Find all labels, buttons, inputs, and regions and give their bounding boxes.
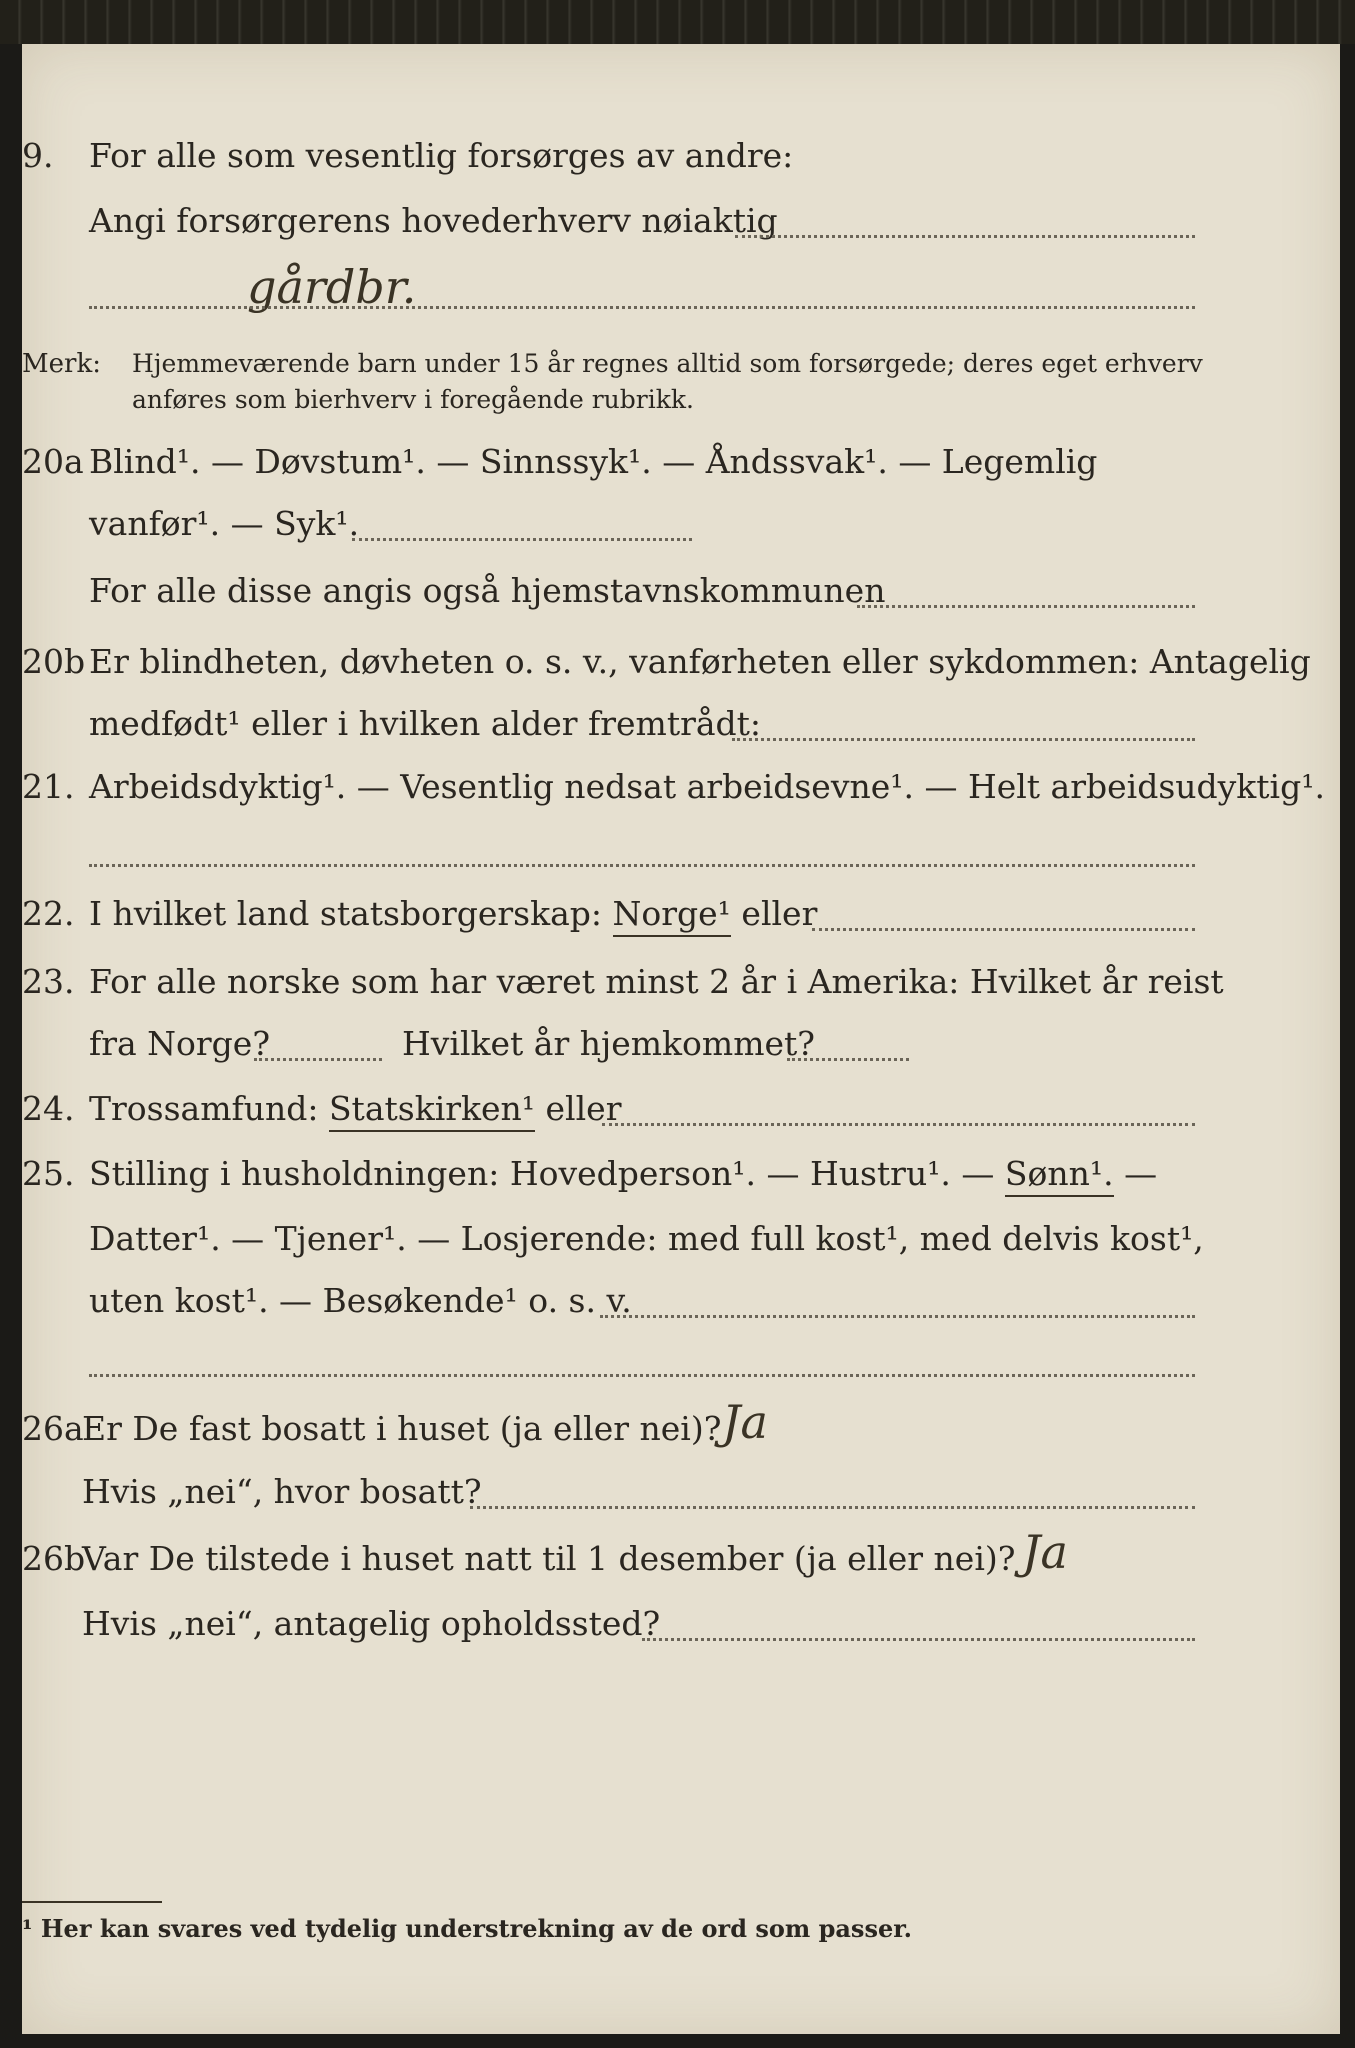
census-form-page [22,44,1340,2034]
question-number: 26b [22,1539,86,1578]
question-text: eller [545,1089,622,1128]
question-text: Er De fast bosatt i huset (ja eller nei)? [82,1409,722,1448]
answer-line[interactable] [812,928,1195,931]
answer-line[interactable] [787,1058,909,1061]
answer-line[interactable] [352,538,692,541]
question-text: I hvilket land statsborgerskap: [89,894,603,933]
note-line: Hjemmeværende barn under 15 år regnes alltid som forsørgede; deres eget erhverv [132,349,1203,378]
question-text: Hvilket år hjemkommet? [402,1024,815,1063]
question-text: Angi forsørgerens hovederhverv nøiaktig [89,201,778,240]
answer-line[interactable] [470,1506,1195,1509]
question-text: Er blindheten, døvheten o. s. v., vanførheten eller sykdommen: Antagelig [89,642,1311,681]
underlined-option[interactable]: Norge¹ [613,894,731,937]
question-text: eller [741,894,818,933]
handwritten-answer: Ja [1022,1525,1068,1579]
question-text: — [1124,1154,1158,1193]
answer-line[interactable] [254,1058,382,1061]
answer-line[interactable] [732,738,1195,741]
question-text: uten kost¹. — Besøkende¹ o. s. v. [89,1281,632,1320]
answer-line[interactable] [602,1123,1195,1126]
question-text: Hvis „nei“, antagelig opholdssted? [82,1604,661,1643]
question-text: For alle disse angis også hjemstavnskommunen [89,571,886,610]
question-number: 24. [22,1089,75,1128]
question-number: 22. [22,894,75,933]
answer-line[interactable] [600,1315,1195,1318]
handwritten-answer: Ja [722,1395,768,1449]
note-line: anføres som bierhverv i foregående rubrikk. [132,385,694,414]
handwritten-answer: gårdbr. [247,260,417,314]
question-text: Blind¹. — Døvstum¹. — Sinnssyk¹. — Åndssvak¹. — Legemlig [89,442,1098,481]
question-text: fra Norge? [89,1024,271,1063]
question-number: 25. [22,1154,75,1193]
footnote-divider [22,1901,162,1903]
question-number: 26a [22,1409,84,1448]
note-label: Merk: [22,349,101,379]
note-block [22,349,1340,419]
question-text: For alle norske som har været minst 2 år i Amerika: Hvilket år reist [89,962,1224,1001]
underlined-option[interactable]: Sønn¹. [1005,1154,1114,1197]
question-text: Var De tilstede i huset natt til 1 desember (ja eller nei)? [82,1539,1016,1578]
underlined-option[interactable]: Statskirken¹ [329,1089,535,1132]
question-number: 20b [22,642,86,681]
answer-line[interactable] [89,306,1195,309]
answer-line[interactable] [89,864,1195,867]
question-number: 21. [22,767,75,806]
question-text: For alle som vesentlig forsørges av andre: [89,136,794,175]
question-text: Trossamfund: [89,1089,319,1128]
question-text: Hvis „nei“, hvor bosatt? [82,1472,482,1511]
question-number: 9. [22,136,54,175]
footnote: ¹ Her kan svares ved tydelig understrekning av de ord som passer. [22,1914,913,1943]
question-number: 20a [22,442,84,481]
answer-line[interactable] [735,235,1195,238]
question-text: medfødt¹ eller i hvilken alder fremtrådt: [89,704,762,743]
answer-line[interactable] [857,605,1195,608]
question-text: Stilling i husholdningen: Hovedperson¹. — Hustru¹. — [89,1154,995,1193]
question-number: 23. [22,962,75,1001]
scan-frame-top [0,0,1355,44]
question-text: Arbeidsdyktig¹. — Vesentlig nedsat arbeidsevne¹. — Helt arbeidsudyktig¹. [89,767,1325,806]
answer-line[interactable] [642,1638,1195,1641]
question-text: vanfør¹. — Syk¹. [89,504,360,543]
answer-line[interactable] [89,1374,1195,1377]
question-text: Datter¹. — Tjener¹. — Losjerende: med full kost¹, med delvis kost¹, [89,1219,1204,1258]
